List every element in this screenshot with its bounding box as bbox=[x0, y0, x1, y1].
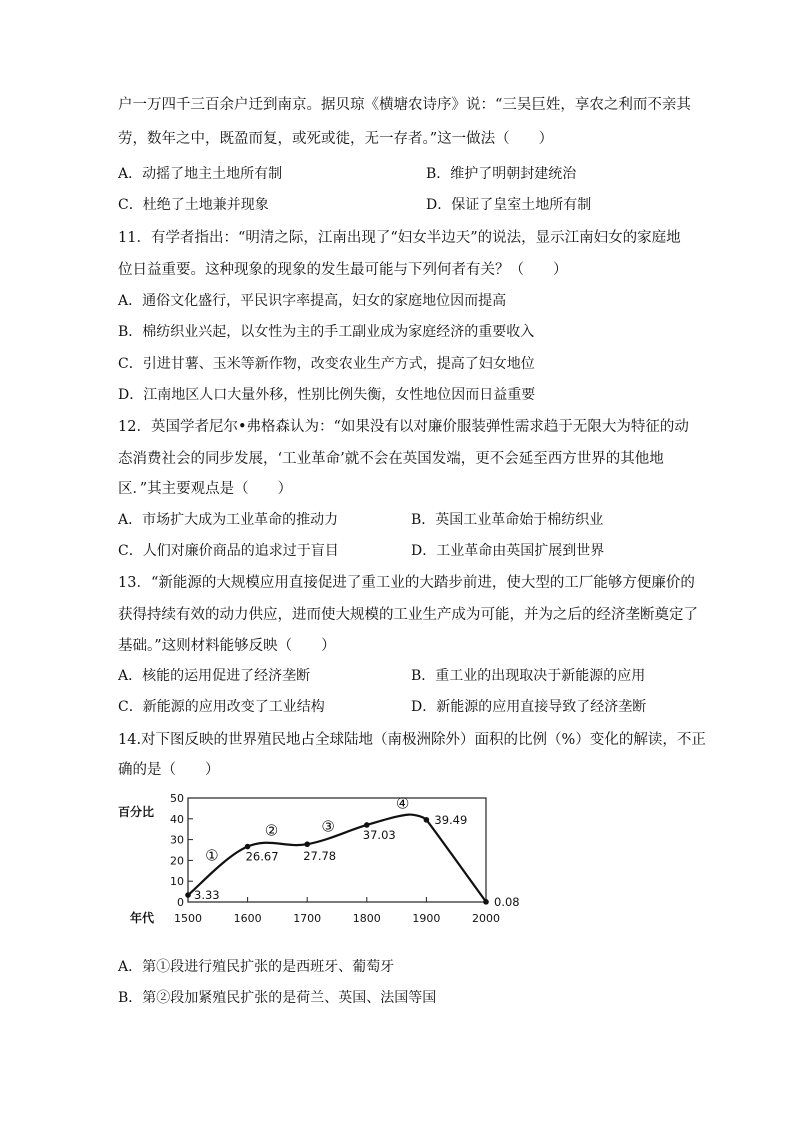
q13-stem-line2: 获得持续有效的动力供应，进而使大规模的工业生产成为可能，并为之后的经济垄断奠定了 bbox=[118, 607, 698, 623]
q11-stem-line1: 11．有学者指出：“明清之际，江南出现了“妇女半边天”的说法，显示江南妇女的家庭地 bbox=[118, 230, 681, 246]
q11-option-d[interactable]: D．江南地区人口大量外移，性别比例失衡，女性地位因而日益重要 bbox=[118, 387, 536, 403]
q13-option-a[interactable]: A．核能的运用促进了经济垄断 bbox=[118, 668, 311, 684]
segment-marker: ③ bbox=[321, 817, 335, 836]
data-label: 26.67 bbox=[245, 849, 279, 864]
x-tick-label: 1700 bbox=[293, 912, 322, 925]
q12-stem-line1: 12．英国学者尼尔•弗格森认为：“如果没有以对廉价服装弹性需求趋于无限大为特征的动 bbox=[118, 419, 689, 435]
data-point bbox=[483, 899, 489, 905]
q12-stem-line2: 态消费社会的同步发展，‘工业革命’就不会在英国发端，更不会延至西方世界的其他地 bbox=[118, 451, 664, 467]
q13-stem-line3: 基础。”这则材料能够反映（ ） bbox=[118, 638, 336, 654]
q14-option-b[interactable]: B．第②段加紧殖民扩张的是荷兰、英国、法国等国 bbox=[118, 990, 437, 1006]
data-label: 0.08 bbox=[494, 894, 520, 909]
x-tick-label: 1600 bbox=[233, 912, 262, 925]
segment-marker: ② bbox=[264, 821, 279, 840]
y-tick-label: 30 bbox=[170, 833, 184, 847]
data-label: 3.33 bbox=[194, 888, 220, 903]
segment-marker: ④ bbox=[395, 794, 410, 813]
q12-option-c[interactable]: C．人们对廉价商品的追求过于盲目 bbox=[118, 543, 339, 559]
q13-option-c[interactable]: C．新能源的应用改变了工业结构 bbox=[118, 699, 325, 715]
q11-option-c[interactable]: C．引进甘薯、玉米等新作物，改变农业生产方式，提高了妇女地位 bbox=[118, 356, 535, 372]
x-tick-label: 1800 bbox=[352, 912, 381, 925]
segment-marker: ① bbox=[205, 846, 219, 865]
data-point bbox=[245, 844, 251, 850]
chart-data-labels bbox=[194, 794, 520, 908]
q10-option-a[interactable]: A．动摇了地主土地所有制 bbox=[118, 166, 283, 182]
x-tick-label: 2000 bbox=[472, 912, 500, 925]
chart-series bbox=[185, 812, 489, 905]
series-line bbox=[188, 812, 486, 902]
q10-stem-line2: 劳，数年之中，既盈而复，或死或徙，无一存者。”这一做法（ ） bbox=[118, 131, 554, 147]
q13-stem-line1: 13．“新能源的大规模应用直接促进了重工业的大踏步前进，使大型的工厂能够方便廉价的 bbox=[118, 575, 695, 591]
data-label: 37.03 bbox=[362, 827, 396, 842]
data-label: 27.78 bbox=[303, 849, 337, 864]
data-label: 39.49 bbox=[434, 812, 468, 827]
y-tick-label: 50 bbox=[170, 792, 184, 805]
q10-stem-line1: 户一万四千三百余户迁到南京。据贝琼《横塘农诗序》说：“三吴巨姓，享农之利而不亲其 bbox=[118, 97, 691, 113]
data-point bbox=[424, 817, 430, 823]
q14-option-a[interactable]: A．第①段进行殖民扩张的是西班牙、葡萄牙 bbox=[118, 959, 395, 975]
data-point bbox=[185, 892, 191, 898]
q10-option-c[interactable]: C．杜绝了土地兼并现象 bbox=[118, 197, 269, 213]
q11-option-b[interactable]: B．棉纺织业兴起，以女性为主的手工副业成为家庭经济的重要收入 bbox=[118, 324, 535, 340]
q11-stem-line2: 位日益重要。这种现象的现象的发生最可能与下列何者有关？（ ） bbox=[118, 262, 568, 278]
q12-option-d[interactable]: D．工业革命由英国扩展到世界 bbox=[411, 543, 605, 559]
y-tick-label: 40 bbox=[170, 812, 184, 826]
q10-option-b[interactable]: B．维护了明朝封建统治 bbox=[426, 166, 577, 182]
y-tick-label: 10 bbox=[170, 875, 184, 889]
q10-option-d[interactable]: D．保证了皇室土地所有制 bbox=[426, 197, 592, 213]
y-tick-label: 0 bbox=[177, 896, 184, 909]
q14-stem-line2: 确的是（ ） bbox=[118, 762, 220, 778]
q12-stem-line3: 区．”其主要观点是（ ） bbox=[118, 481, 293, 497]
x-axis-label: 年代 bbox=[130, 911, 155, 925]
x-tick-label: 1500 bbox=[174, 912, 202, 925]
q13-option-d[interactable]: D．新能源的应用直接导致了经济垄断 bbox=[411, 699, 647, 715]
q11-option-a[interactable]: A．通俗文化盛行，平民识字率提高，妇女的家庭地位因而提高 bbox=[118, 293, 507, 309]
q13-option-b[interactable]: B．重工业的出现取决于新能源的应用 bbox=[411, 668, 646, 684]
colony-area-chart bbox=[116, 790, 520, 940]
q12-option-b[interactable]: B．英国工业革命始于棉纺织业 bbox=[411, 512, 604, 528]
q14-stem-line1: 14.对下图反映的世界殖民地占全球陆地（南极洲除外）面积的比例（%）变化的解读，不正 bbox=[118, 732, 706, 748]
x-tick-label: 1900 bbox=[412, 912, 441, 925]
y-axis-label: 百分比 bbox=[118, 805, 155, 819]
q12-option-a[interactable]: A．市场扩大成为工业革命的推动力 bbox=[118, 512, 339, 528]
y-tick-label: 20 bbox=[170, 854, 184, 868]
data-point bbox=[364, 822, 370, 828]
data-point bbox=[304, 841, 310, 847]
